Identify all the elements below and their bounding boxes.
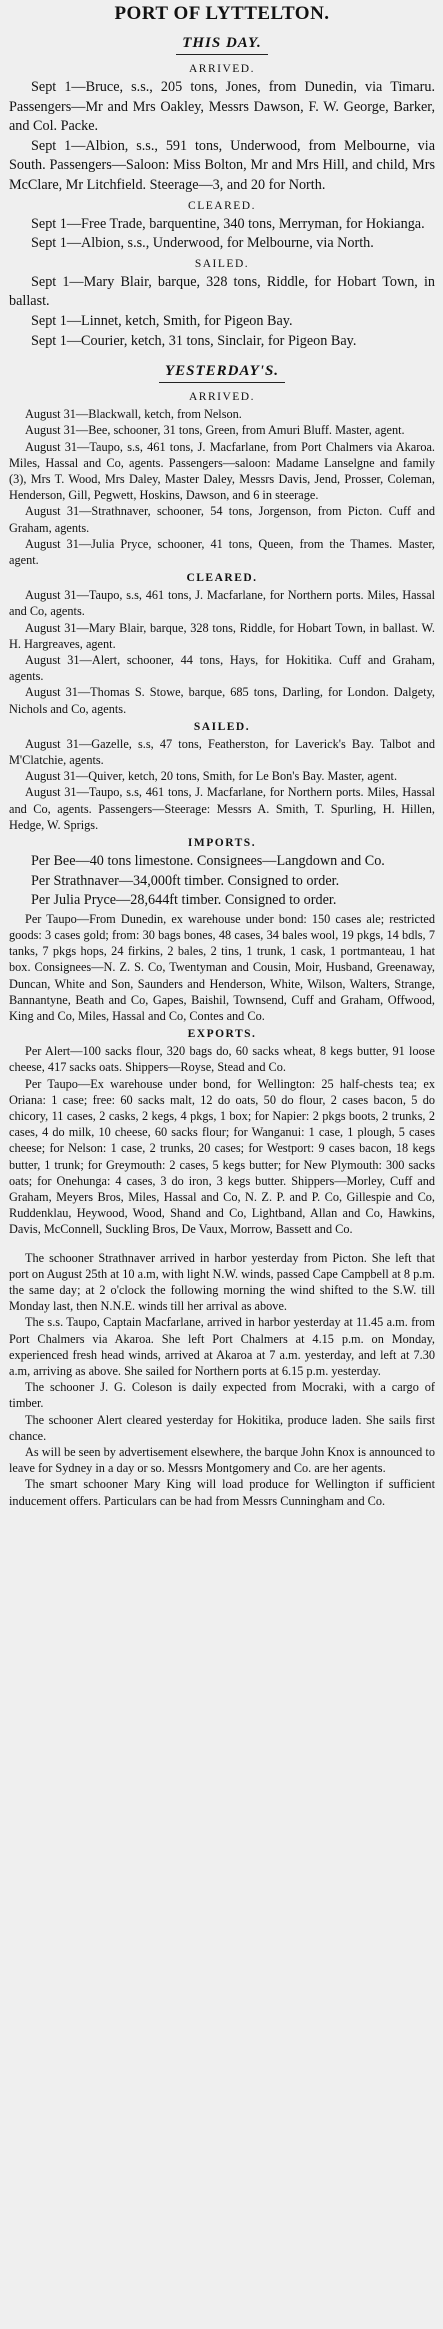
- import-entry: Per Bee—40 tons limestone. Consignees—Langdown and Co.: [31, 853, 385, 869]
- arrival-entry: Sept 1—Albion, s.s., 591 tons, Underwood, from Melbourne, via South. Passengers—Saloon: Miss Bolton, Mr and Mrs Hill, and child, Mrs McClare, Mr Litchfield. Steerage—3, and 20 for North.: [9, 137, 435, 193]
- export-entry: Per Taupo—Ex warehouse under bond, for Wellington: 25 half-chests tea; ex Oriana: 1 case; free: 60 sacks malt, 12 do oats, 50 do flour, 2 cases bacon, 5 do chicory, 11 cases, 2 casks, 2 kegs, 4 pkgs, 1 box; for Napier: 2 pkgs boots, 2 trunks, 2 cases, 4 do milk, 10 cheese, 60 sacks flour; for Wanganui: 1 case, 1 plough, 5 cases cheese; for Nelson: 1 case, 2 trunks, 20 cases; for Westport: 9 cases bacon, 18 kegs butter, 1 trunk; for Greymouth: 2 cases, 5 kegs butter; for New Plymouth: 300 sacks oats; for Onehunga: 4 cases, 3 do iron, 3 kegs butter. Shippers—Morley, Cuff and Graham, Meyers Bros, Miles, Hassal and Co, N. Z. P. and P. Co, Gillespie and Co, Ruddenklau, Heywood, Wood, Shand and Co, Lightband, Allan and Co, Hawkins, Davis, McConnell, Suckling Bros, De Vaux, Morrow, Bassett and Co.: [9, 1076, 435, 1237]
- subheading-arrived: ARRIVED.: [189, 63, 255, 75]
- subheading-cleared: CLEARED.: [188, 199, 256, 212]
- cleared-entry: Sept 1—Albion, s.s., Underwood, for Melbourne, via North.: [31, 235, 374, 252]
- subheading-sailed: SAILED.: [193, 720, 251, 733]
- cleared-entry: August 31—Taupo, s.s, 461 tons, J. Macfarlane, for Northern ports. Miles, Hassal and Co, agents.: [9, 588, 435, 619]
- subheading-cleared: CLEARED.: [186, 572, 258, 585]
- import-entry: Per Strathnaver—34,000ft timber. Consigned to order.: [31, 872, 340, 889]
- news-paragraph: The schooner Alert cleared yesterday for Hokitika, produce laden. She sails first chance.: [9, 1412, 435, 1443]
- cleared-entry: Sept 1—Free Trade, barquentine, 340 tons, Merryman, for Hokianga.: [31, 215, 425, 232]
- page-title: PORT OF LYTTELTON.: [114, 3, 330, 24]
- import-entry: Per Taupo—From Dunedin, ex warehouse under bond: 150 cases ale; restricted goods: 3 cases gold; from: 30 bags bones, 48 cases, 34 bales wool, 19 pkgs, 14 bdls, 7 tanks, 7 pkgs hops, 24 firkins, 2 bales, 2 tins, 1 trunk, 1 cask, 1 portmanteau, 1 hat box. Consignees—N. Z. S. Co, Twentyman and Cousin, Moir, Husband, Greenaway, Duncan, White and Son, Saunders and Henderson, White, Wilson, Walters, Strange, Bannantyne, Beath and Co, Gapes, Baishil, Townsend, Cuff and Graham, Offwood, King and Co, Miles, Hassal and Co, Contes and Co.: [9, 911, 435, 1023]
- subheading-arrived: ARRIVED.: [189, 391, 255, 404]
- arrival-entry: August 31—Strathnaver, schooner, 54 tons, Jorgenson, from Picton. Cuff and Graham, agents.: [9, 504, 435, 535]
- subheading-imports: IMPORTS.: [187, 837, 257, 849]
- sailed-entry: Sept 1—Mary Blair, barque, 328 tons, Riddle, for Hobart Town, in ballast.: [9, 273, 435, 310]
- news-paragraph: As will be seen by advertisement elsewhere, the barque John Knox is announced to leave for Sydney in a day or so. Messrs Montgomery and Co. are her agents.: [9, 1445, 435, 1476]
- subheading-sailed: SAILED.: [194, 257, 250, 270]
- arrival-entry: August 31—Blackwall, ketch, from Nelson.: [25, 407, 242, 422]
- subheading-exports: EXPORTS.: [187, 1028, 257, 1041]
- sailed-entry: August 31—Taupo, s.s, 461 tons, J. Macfarlane, for Northern ports. Miles, Hassal and Co, agents. Passengers—Steerage: Messrs A. Smith, T. Spurling, H. Hillen, Hedge, W. Sprigs.: [9, 785, 435, 832]
- sailed-entry: Sept 1—Courier, ketch, 31 tons, Sinclair, for Pigeon Bay.: [31, 332, 357, 349]
- news-paragraph: The schooner J. G. Coleson is daily expected from Mocraki, with a cargo of timber.: [9, 1380, 435, 1411]
- arrival-entry: August 31—Taupo, s.s, 461 tons, J. Macfarlane, from Port Chalmers via Akaroa. Miles, Hassal and Co, agents. Passengers—saloon: Madame Lanselgne and family (3), Mrs T. Wood, Mrs Daley, Master Daley, Messrs Davis, Jend, Prosser, Coleman, Henderson, Gill, Pegwett, Hoskins, Dawson, and 6 in steerage.: [9, 439, 435, 503]
- arrival-entry: Sept 1—Bruce, s.s., 205 tons, Jones, from Dunedin, via Timaru. Passengers—Mr and Mrs Oakley, Messrs Dawson, F. W. George, Barker, and Col. Packe.: [9, 79, 435, 135]
- news-paragraph: The smart schooner Mary King will load produce for Wellington if sufficient inducement offers. Particulars can be had from Messrs Cunningham and Co.: [9, 1477, 435, 1508]
- cleared-entry: August 31—Thomas S. Stowe, barque, 685 tons, Darling, for London. Dalgety, Nichols and Co, agents.: [9, 685, 435, 716]
- yesterday-heading: YESTERDAY'S.: [9, 363, 435, 383]
- cleared-entry: August 31—Mary Blair, barque, 328 tons, Riddle, for Hobart Town, in ballast. W. H. Hargreaves, agent.: [9, 620, 435, 651]
- this-day-heading: THIS DAY.: [9, 35, 435, 55]
- arrival-entry: August 31—Julia Pryce, schooner, 41 tons, Queen, from the Thames. Master, agent.: [9, 536, 435, 567]
- cleared-entry: August 31—Alert, schooner, 44 tons, Hays, for Hokitika. Cuff and Graham, agents.: [9, 652, 435, 684]
- sailed-entry: August 31—Quiver, ketch, 20 tons, Smith, for Le Bon's Bay. Master, agent.: [25, 769, 398, 784]
- sailed-entry: August 31—Gazelle, s.s, 47 tons, Featherston, for Laverick's Bay. Talbot and M'Clatchie, agents.: [9, 736, 435, 767]
- arrival-entry: August 31—Bee, schooner, 31 tons, Green, from Amuri Bluff. Master, agent.: [25, 423, 405, 438]
- news-paragraph: The schooner Strathnaver arrived in harbor yesterday from Picton. She left that port on August 25th at 10 a.m, with light N.W. winds, passed Cape Campbell at 8 p.m. the same day; at 2 o'clock the following morning the wind shifted to the S.W. till Monday last, then N.N.E. winds till her arrival as above.: [9, 1250, 435, 1314]
- export-entry: Per Alert—100 sacks flour, 320 bags do, 60 sacks wheat, 8 kegs butter, 91 loose cheese, 417 sacks oats. Shippers—Royse, Stead and Co.: [9, 1044, 435, 1075]
- news-paragraph: The s.s. Taupo, Captain Macfarlane, arrived in harbor yesterday at 11.45 a.m. from Port Chalmers via Akaroa. She left Port Chalmers at 4.15 p.m. on Monday, experienced fresh head winds, arrived at Akaroa at 7 a.m. yesterday, and left at 7.30 a.m, arriving as above. She sailed for Northern ports at 6.15 p.m. yesterday.: [9, 1315, 435, 1379]
- sailed-entry: Sept 1—Linnet, ketch, Smith, for Pigeon Bay.: [31, 312, 293, 329]
- import-entry: Per Julia Pryce—28,644ft timber. Consigned to order.: [31, 892, 337, 909]
